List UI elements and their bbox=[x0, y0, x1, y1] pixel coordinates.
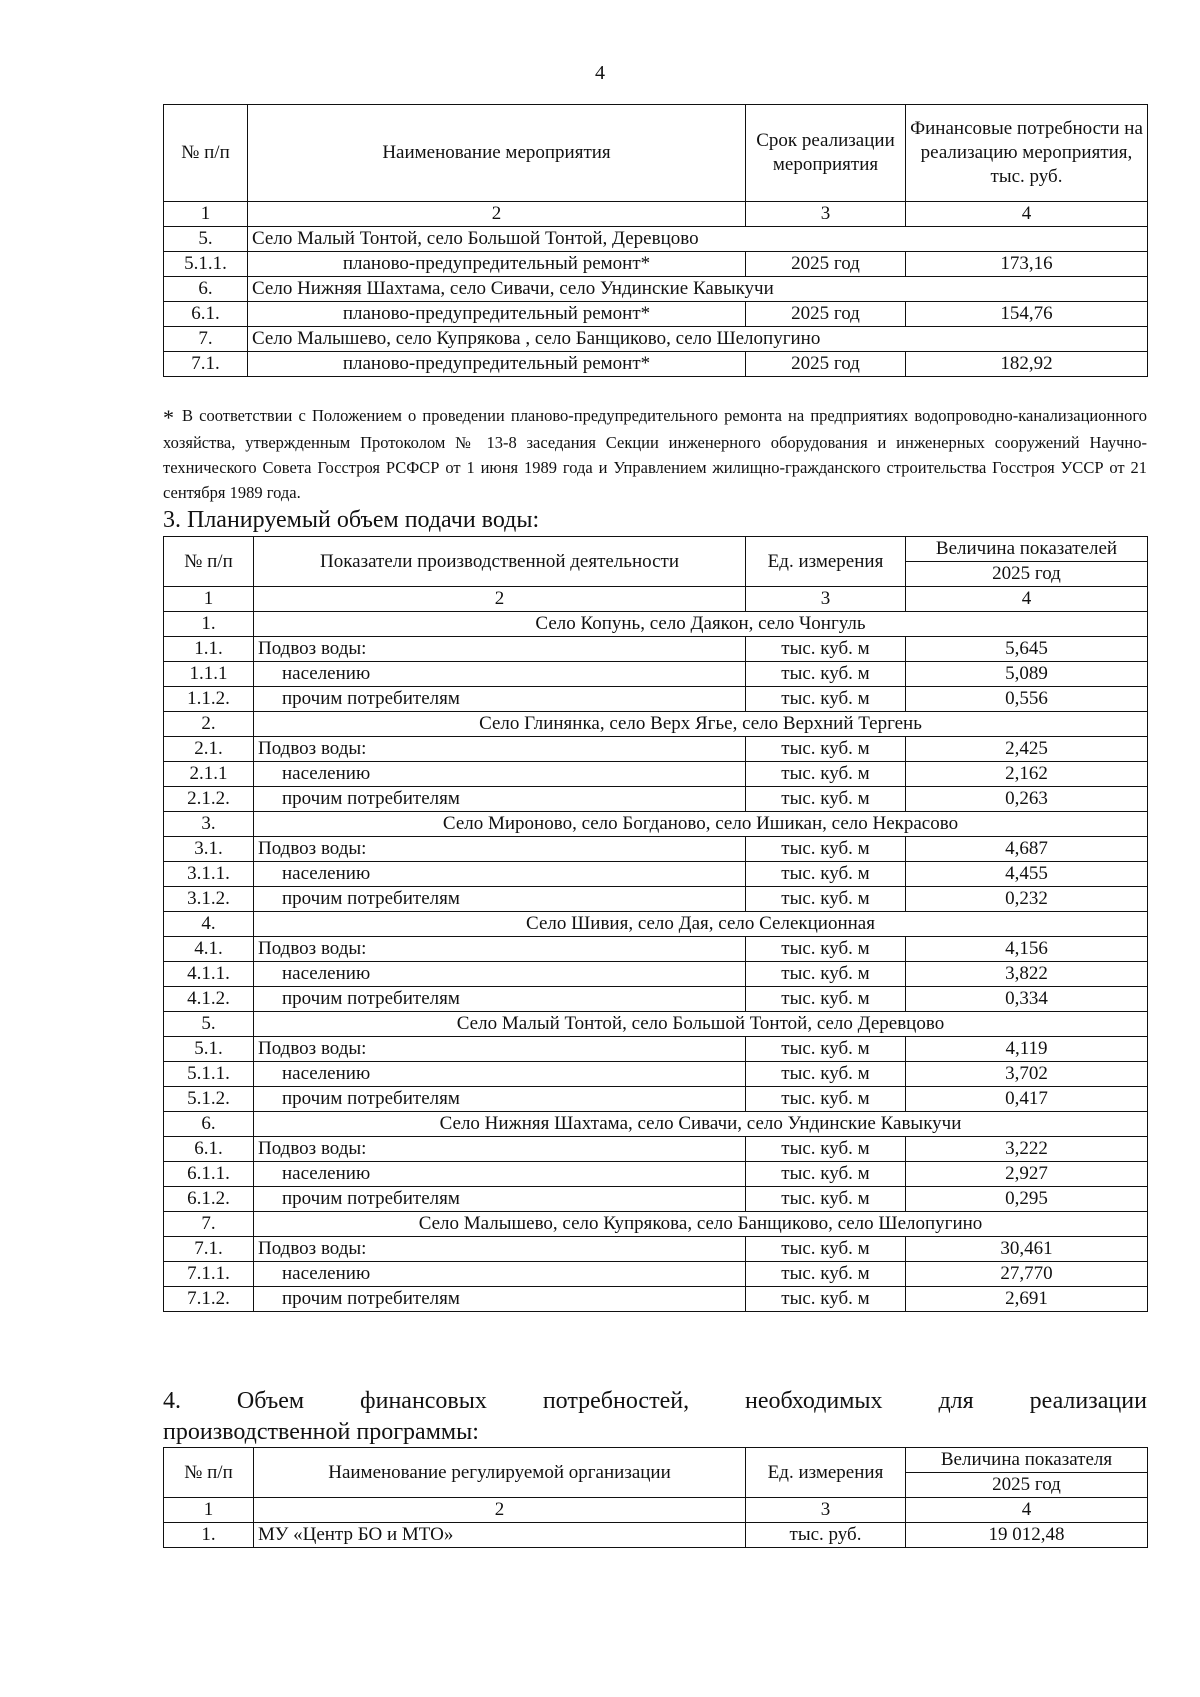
indicator-name: населению bbox=[254, 1062, 746, 1087]
row-number: 1.1.2. bbox=[164, 687, 254, 712]
row-number: 5.1.1. bbox=[164, 252, 248, 277]
indicator-value: 0,263 bbox=[906, 787, 1148, 812]
row-number: 2.1.1 bbox=[164, 762, 254, 787]
section4-title bbox=[163, 1386, 1147, 1448]
table-row bbox=[164, 252, 1148, 277]
page-number: 4 bbox=[595, 62, 605, 84]
table-row bbox=[164, 787, 1148, 812]
column-number: 2 bbox=[254, 1498, 746, 1523]
table-header-row bbox=[164, 105, 1148, 202]
indicator-value: 0,334 bbox=[906, 987, 1148, 1012]
group-title: Село Нижняя Шахтама, село Сивачи, село Ундинские Кавыкучи bbox=[254, 1112, 1148, 1137]
row-number: 1.1. bbox=[164, 637, 254, 662]
column-number: 3 bbox=[746, 202, 906, 227]
activity-value: 173,16 bbox=[906, 252, 1148, 277]
row-number: 3.1.1. bbox=[164, 862, 254, 887]
indicator-name: Подвоз воды: bbox=[254, 837, 746, 862]
activity-term: 2025 год bbox=[746, 302, 906, 327]
indicator-name: населению bbox=[254, 662, 746, 687]
column-header: Срок реализации мероприятия bbox=[746, 105, 906, 202]
activity-name: планово-предупредительный ремонт* bbox=[248, 252, 746, 277]
title-word: необходимых bbox=[744, 1388, 883, 1414]
indicator-name: прочим потребителям bbox=[254, 1287, 746, 1312]
activity-value: 182,92 bbox=[906, 352, 1148, 377]
indicator-value: 4,687 bbox=[906, 837, 1148, 862]
table-row bbox=[164, 352, 1148, 377]
table-row bbox=[164, 1137, 1148, 1162]
indicator-unit: тыс. куб. м bbox=[746, 662, 906, 687]
indicator-unit: тыс. куб. м bbox=[746, 887, 906, 912]
row-number: 4.1. bbox=[164, 937, 254, 962]
group-title: Село Мироново, село Богданово, село Ишикан, село Некрасово bbox=[254, 812, 1148, 837]
table-row bbox=[164, 1037, 1148, 1062]
indicator-value: 4,455 bbox=[906, 862, 1148, 887]
column-number: 2 bbox=[248, 202, 746, 227]
table-row bbox=[164, 912, 1148, 937]
indicator-value: 0,232 bbox=[906, 887, 1148, 912]
table-row bbox=[164, 277, 1148, 302]
column-number: 1 bbox=[164, 1498, 254, 1523]
title-word: 4. bbox=[163, 1388, 181, 1414]
row-number: 7.1. bbox=[164, 352, 248, 377]
indicator-value: 2,927 bbox=[906, 1162, 1148, 1187]
footnote-star: * bbox=[163, 405, 174, 430]
indicator-unit: тыс. куб. м bbox=[746, 1262, 906, 1287]
table-row bbox=[164, 1012, 1148, 1037]
row-number: 6. bbox=[164, 1112, 254, 1137]
indicator-value: 0,295 bbox=[906, 1187, 1148, 1212]
table-row bbox=[164, 687, 1148, 712]
indicator-value: 30,461 bbox=[906, 1237, 1148, 1262]
indicator-value: 3,822 bbox=[906, 962, 1148, 987]
table-row bbox=[164, 1262, 1148, 1287]
title-word: финансовых bbox=[360, 1388, 487, 1414]
title-word: для bbox=[938, 1388, 974, 1414]
row-number: 2.1.2. bbox=[164, 787, 254, 812]
row-number: 1. bbox=[164, 1523, 254, 1548]
indicator-name: прочим потребителям bbox=[254, 687, 746, 712]
column-number: 1 bbox=[164, 202, 248, 227]
indicator-value: 3,702 bbox=[906, 1062, 1148, 1087]
table-row bbox=[164, 227, 1148, 252]
column-number: 3 bbox=[746, 1498, 906, 1523]
table-row bbox=[164, 862, 1148, 887]
table-row bbox=[164, 1523, 1148, 1548]
table-row bbox=[164, 1212, 1148, 1237]
table-row bbox=[164, 302, 1148, 327]
indicator-name: прочим потребителям bbox=[254, 987, 746, 1012]
table-row bbox=[164, 812, 1148, 837]
column-number: 4 bbox=[906, 202, 1148, 227]
table-header-row bbox=[164, 537, 1148, 562]
row-number: 6.1.1. bbox=[164, 1162, 254, 1187]
column-header: Величина показателя bbox=[906, 1448, 1148, 1473]
activity-name: планово-предупредительный ремонт* bbox=[248, 302, 746, 327]
group-title: Село Малый Тонтой, село Большой Тонтой, село Деревцово bbox=[254, 1012, 1148, 1037]
row-number: 6.1. bbox=[164, 1137, 254, 1162]
indicator-unit: тыс. куб. м bbox=[746, 737, 906, 762]
indicator-value: 2,425 bbox=[906, 737, 1148, 762]
group-title: Село Глинянка, село Верх Ягье, село Верхний Тергень bbox=[254, 712, 1148, 737]
column-number-row bbox=[164, 587, 1148, 612]
title-word: реализации bbox=[1029, 1388, 1147, 1414]
indicator-value: 5,089 bbox=[906, 662, 1148, 687]
activity-name: планово-предупредительный ремонт* bbox=[248, 352, 746, 377]
indicator-name: населению bbox=[254, 1262, 746, 1287]
row-number: 7.1.1. bbox=[164, 1262, 254, 1287]
indicator-unit: тыс. куб. м bbox=[746, 762, 906, 787]
row-number: 2. bbox=[164, 712, 254, 737]
group-title: Село Малышево, село Купрякова, село Банщиково, село Шелопугино bbox=[254, 1212, 1148, 1237]
row-number: 4.1.1. bbox=[164, 962, 254, 987]
row-number: 5.1. bbox=[164, 1037, 254, 1062]
row-number: 6.1.2. bbox=[164, 1187, 254, 1212]
indicator-unit: тыс. куб. м bbox=[746, 787, 906, 812]
row-number: 4. bbox=[164, 912, 254, 937]
row-number: 5.1.1. bbox=[164, 1062, 254, 1087]
footnote bbox=[163, 403, 1147, 505]
indicator-value: 3,222 bbox=[906, 1137, 1148, 1162]
indicator-name: прочим потребителям bbox=[254, 1087, 746, 1112]
group-title: Село Шивия, село Дая, село Селекционная bbox=[254, 912, 1148, 937]
column-header: № п/п bbox=[164, 537, 254, 587]
column-header: № п/п bbox=[164, 1448, 254, 1498]
table-row bbox=[164, 887, 1148, 912]
column-number: 4 bbox=[906, 1498, 1148, 1523]
activity-term: 2025 год bbox=[746, 352, 906, 377]
table-row bbox=[164, 1287, 1148, 1312]
column-header: Наименование регулируемой организации bbox=[254, 1448, 746, 1498]
row-number: 3.1.2. bbox=[164, 887, 254, 912]
finance-table bbox=[163, 1447, 1148, 1548]
activities-table bbox=[163, 104, 1148, 377]
column-header: № п/п bbox=[164, 105, 248, 202]
row-number: 1.1.1 bbox=[164, 662, 254, 687]
indicator-name: Подвоз воды: bbox=[254, 937, 746, 962]
indicator-name: населению bbox=[254, 862, 746, 887]
table-row bbox=[164, 1187, 1148, 1212]
indicator-value: 0,417 bbox=[906, 1087, 1148, 1112]
table-row bbox=[164, 762, 1148, 787]
group-title: Село Копунь, село Даякон, село Чонгуль bbox=[254, 612, 1148, 637]
year-header: 2025 год bbox=[906, 1473, 1148, 1498]
column-number: 3 bbox=[746, 587, 906, 612]
table-row bbox=[164, 962, 1148, 987]
indicator-name: Подвоз воды: bbox=[254, 1037, 746, 1062]
indicator-unit: тыс. куб. м bbox=[746, 987, 906, 1012]
row-number: 1. bbox=[164, 612, 254, 637]
column-number: 4 bbox=[906, 587, 1148, 612]
column-number-row bbox=[164, 1498, 1148, 1523]
indicator-unit: тыс. куб. м bbox=[746, 1137, 906, 1162]
row-number: 7.1. bbox=[164, 1237, 254, 1262]
indicator-name: прочим потребителям bbox=[254, 1187, 746, 1212]
indicator-name: Подвоз воды: bbox=[254, 1237, 746, 1262]
group-title: Село Нижняя Шахтама, село Сивачи, село Ундинские Кавыкучи bbox=[248, 277, 1148, 302]
indicator-unit: тыс. руб. bbox=[746, 1523, 906, 1548]
indicator-unit: тыс. куб. м bbox=[746, 1062, 906, 1087]
column-number: 2 bbox=[254, 587, 746, 612]
row-number: 5. bbox=[164, 227, 248, 252]
indicator-name: населению bbox=[254, 1162, 746, 1187]
footnote-text: В соответствии с Положением о проведении планово-предупредительного ремонта на предприятиях водопроводно-канализационного хозяйства, утвержденным Протоколом № 13-8 заседания Секции инженерного оборудования и инженерных сооружений Научно-технического Совета Госстроя РСФСР от 1 июня 1989 года и Управлением жилищно-гражданского строительства Госстроя УССР от 21 сентября 1989 года. bbox=[163, 406, 1147, 502]
indicator-name: прочим потребителям bbox=[254, 787, 746, 812]
table-row bbox=[164, 1162, 1148, 1187]
indicator-value: 0,556 bbox=[906, 687, 1148, 712]
title-word: Объем bbox=[236, 1388, 305, 1414]
indicator-unit: тыс. куб. м bbox=[746, 1287, 906, 1312]
table-row bbox=[164, 737, 1148, 762]
table-row bbox=[164, 662, 1148, 687]
indicator-unit: тыс. куб. м bbox=[746, 637, 906, 662]
section4-title-line1 bbox=[163, 1386, 1147, 1417]
table-row bbox=[164, 637, 1148, 662]
column-header: Величина показателей bbox=[906, 537, 1148, 562]
group-title: Село Малышево, село Купрякова , село Банщиково, село Шелопугино bbox=[248, 327, 1148, 352]
section4-title-line2: производственной программы: bbox=[163, 1419, 479, 1445]
indicator-unit: тыс. куб. м bbox=[746, 937, 906, 962]
table-row bbox=[164, 987, 1148, 1012]
indicator-value: 2,162 bbox=[906, 762, 1148, 787]
indicator-unit: тыс. куб. м bbox=[746, 862, 906, 887]
table-row bbox=[164, 1087, 1148, 1112]
table-row bbox=[164, 612, 1148, 637]
table-row bbox=[164, 937, 1148, 962]
table-row bbox=[164, 712, 1148, 737]
row-number: 7. bbox=[164, 1212, 254, 1237]
column-header: Ед. измерения bbox=[746, 537, 906, 587]
indicator-value: 4,156 bbox=[906, 937, 1148, 962]
indicator-unit: тыс. куб. м bbox=[746, 1162, 906, 1187]
year-header: 2025 год bbox=[906, 562, 1148, 587]
indicator-unit: тыс. куб. м bbox=[746, 1187, 906, 1212]
indicator-unit: тыс. куб. м bbox=[746, 1037, 906, 1062]
row-number: 7. bbox=[164, 327, 248, 352]
indicator-name: населению bbox=[254, 762, 746, 787]
indicator-name: Подвоз воды: bbox=[254, 1137, 746, 1162]
indicator-value: 4,119 bbox=[906, 1037, 1148, 1062]
indicator-unit: тыс. куб. м bbox=[746, 687, 906, 712]
row-number: 5.1.2. bbox=[164, 1087, 254, 1112]
column-header: Наименование мероприятия bbox=[248, 105, 746, 202]
indicator-name: Подвоз воды: bbox=[254, 637, 746, 662]
row-number: 6.1. bbox=[164, 302, 248, 327]
indicator-name: населению bbox=[254, 962, 746, 987]
title-word: потребностей, bbox=[542, 1388, 690, 1414]
indicator-unit: тыс. куб. м bbox=[746, 1237, 906, 1262]
table-row bbox=[164, 327, 1148, 352]
table-header-row bbox=[164, 1448, 1148, 1473]
row-number: 6. bbox=[164, 277, 248, 302]
column-header: Ед. измерения bbox=[746, 1448, 906, 1498]
activity-value: 154,76 bbox=[906, 302, 1148, 327]
indicator-name: прочим потребителям bbox=[254, 887, 746, 912]
activity-term: 2025 год bbox=[746, 252, 906, 277]
section3-title: 3. Планируемый объем подачи воды: bbox=[163, 507, 540, 533]
group-title: Село Малый Тонтой, село Большой Тонтой, Деревцово bbox=[248, 227, 1148, 252]
indicator-name: МУ «Центр БО и МТО» bbox=[254, 1523, 746, 1548]
column-number-row bbox=[164, 202, 1148, 227]
column-number: 1 bbox=[164, 587, 254, 612]
table-row bbox=[164, 1112, 1148, 1137]
indicator-value: 27,770 bbox=[906, 1262, 1148, 1287]
indicator-unit: тыс. куб. м bbox=[746, 837, 906, 862]
indicator-value: 2,691 bbox=[906, 1287, 1148, 1312]
row-number: 2.1. bbox=[164, 737, 254, 762]
row-number: 4.1.2. bbox=[164, 987, 254, 1012]
row-number: 5. bbox=[164, 1012, 254, 1037]
table-row bbox=[164, 1237, 1148, 1262]
indicator-unit: тыс. куб. м bbox=[746, 1087, 906, 1112]
table-row bbox=[164, 837, 1148, 862]
indicator-value: 19 012,48 bbox=[906, 1523, 1148, 1548]
row-number: 3. bbox=[164, 812, 254, 837]
row-number: 3.1. bbox=[164, 837, 254, 862]
table-row bbox=[164, 1062, 1148, 1087]
indicator-name: Подвоз воды: bbox=[254, 737, 746, 762]
column-header: Показатели производственной деятельности bbox=[254, 537, 746, 587]
row-number: 7.1.2. bbox=[164, 1287, 254, 1312]
indicator-value: 5,645 bbox=[906, 637, 1148, 662]
column-header: Финансовые потребности на реализацию мероприятия, тыс. руб. bbox=[906, 105, 1148, 202]
water-supply-table bbox=[163, 536, 1148, 1312]
indicator-unit: тыс. куб. м bbox=[746, 962, 906, 987]
